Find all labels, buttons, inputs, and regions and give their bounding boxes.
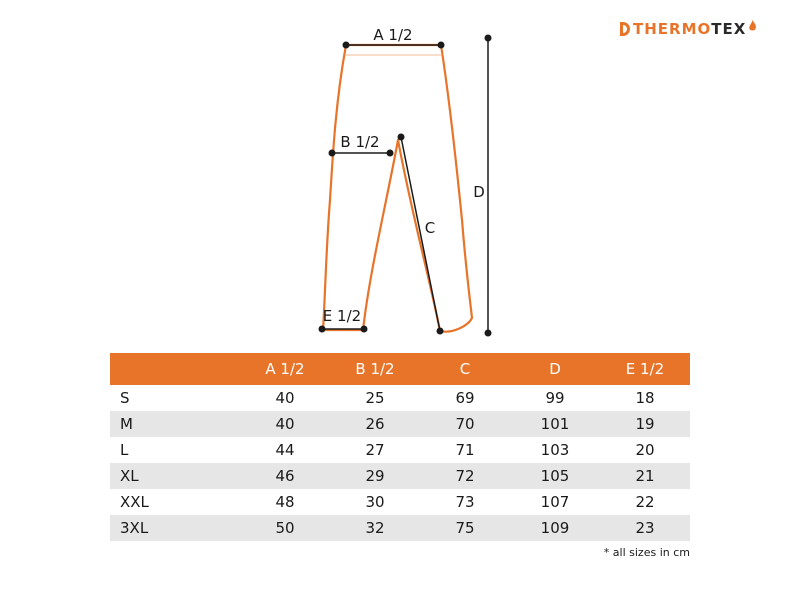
header-size [110,353,240,385]
dimension-d-label: D [473,183,485,201]
brand-name-part1: THERMO [633,20,712,38]
cell-c: 71 [455,441,475,459]
cell-d: 103 [540,441,570,459]
cell-size: L [120,441,129,459]
pants-outline [323,45,472,332]
dimension-b-end-dot [387,150,394,157]
table-header-row [110,353,690,385]
dimension-c-label: C [424,219,436,237]
brand-logo [620,20,757,38]
dimension-d-start-dot [485,35,492,42]
cell-e: 23 [600,515,690,541]
cell-e: 20 [635,441,655,459]
cell-d: 109 [510,515,600,541]
cell-d: 101 [510,411,600,437]
dimension-d-end-dot [485,330,492,337]
header-b: B 1/2 [330,353,420,385]
flame-icon [748,20,757,32]
dimension-e-label: E 1/2 [322,307,362,325]
table-row [110,411,690,437]
dimension-a-end-dot [438,42,445,49]
cell-a: 48 [275,493,295,511]
dimension-e-start-dot [319,326,326,333]
header-e: E 1/2 [600,353,690,385]
header-a: A 1/2 [240,353,330,385]
cell-c: 70 [420,411,510,437]
cell-e: 19 [600,411,690,437]
size-table [110,353,690,541]
units-note: * all sizes in cm [603,546,690,559]
cell-c: 69 [455,389,475,407]
table-row [110,437,690,463]
d-bracket-icon [620,22,630,36]
table-row [110,463,690,489]
brand-name-part2: TEX [711,20,747,38]
cell-c: 75 [420,515,510,541]
cell-a: 50 [240,515,330,541]
cell-d: 99 [545,389,565,407]
cell-a: 40 [240,411,330,437]
table-row [110,385,690,411]
cell-b: 25 [365,389,385,407]
cell-d: 105 [510,463,600,489]
cell-d: 107 [540,493,570,511]
cell-a: 40 [275,389,295,407]
cell-size: M [110,411,240,437]
table-row [110,515,690,541]
dimension-a-start-dot [343,42,350,49]
cell-c: 72 [420,463,510,489]
cell-a: 44 [275,441,295,459]
cell-c: 73 [455,493,475,511]
cell-size: XL [110,463,240,489]
cell-b: 32 [330,515,420,541]
dimension-c-end-dot [437,328,444,335]
dimension-b-start-dot [329,150,336,157]
header-c: C [420,353,510,385]
header-d: D [510,353,600,385]
dimension-c-start-dot [398,134,405,141]
cell-b: 29 [330,463,420,489]
dimension-b-label: B 1/2 [340,133,380,151]
dimension-a-label: A 1/2 [373,26,413,44]
cell-size: S [120,389,130,407]
table-row [110,489,690,515]
cell-size: 3XL [110,515,240,541]
cell-a: 46 [240,463,330,489]
cell-b: 30 [365,493,385,511]
cell-size: XXL [120,493,149,511]
cell-b: 26 [330,411,420,437]
dimension-e-end-dot [361,326,368,333]
cell-e: 21 [600,463,690,489]
cell-e: 18 [635,389,655,407]
cell-b: 27 [365,441,385,459]
cell-e: 22 [635,493,655,511]
